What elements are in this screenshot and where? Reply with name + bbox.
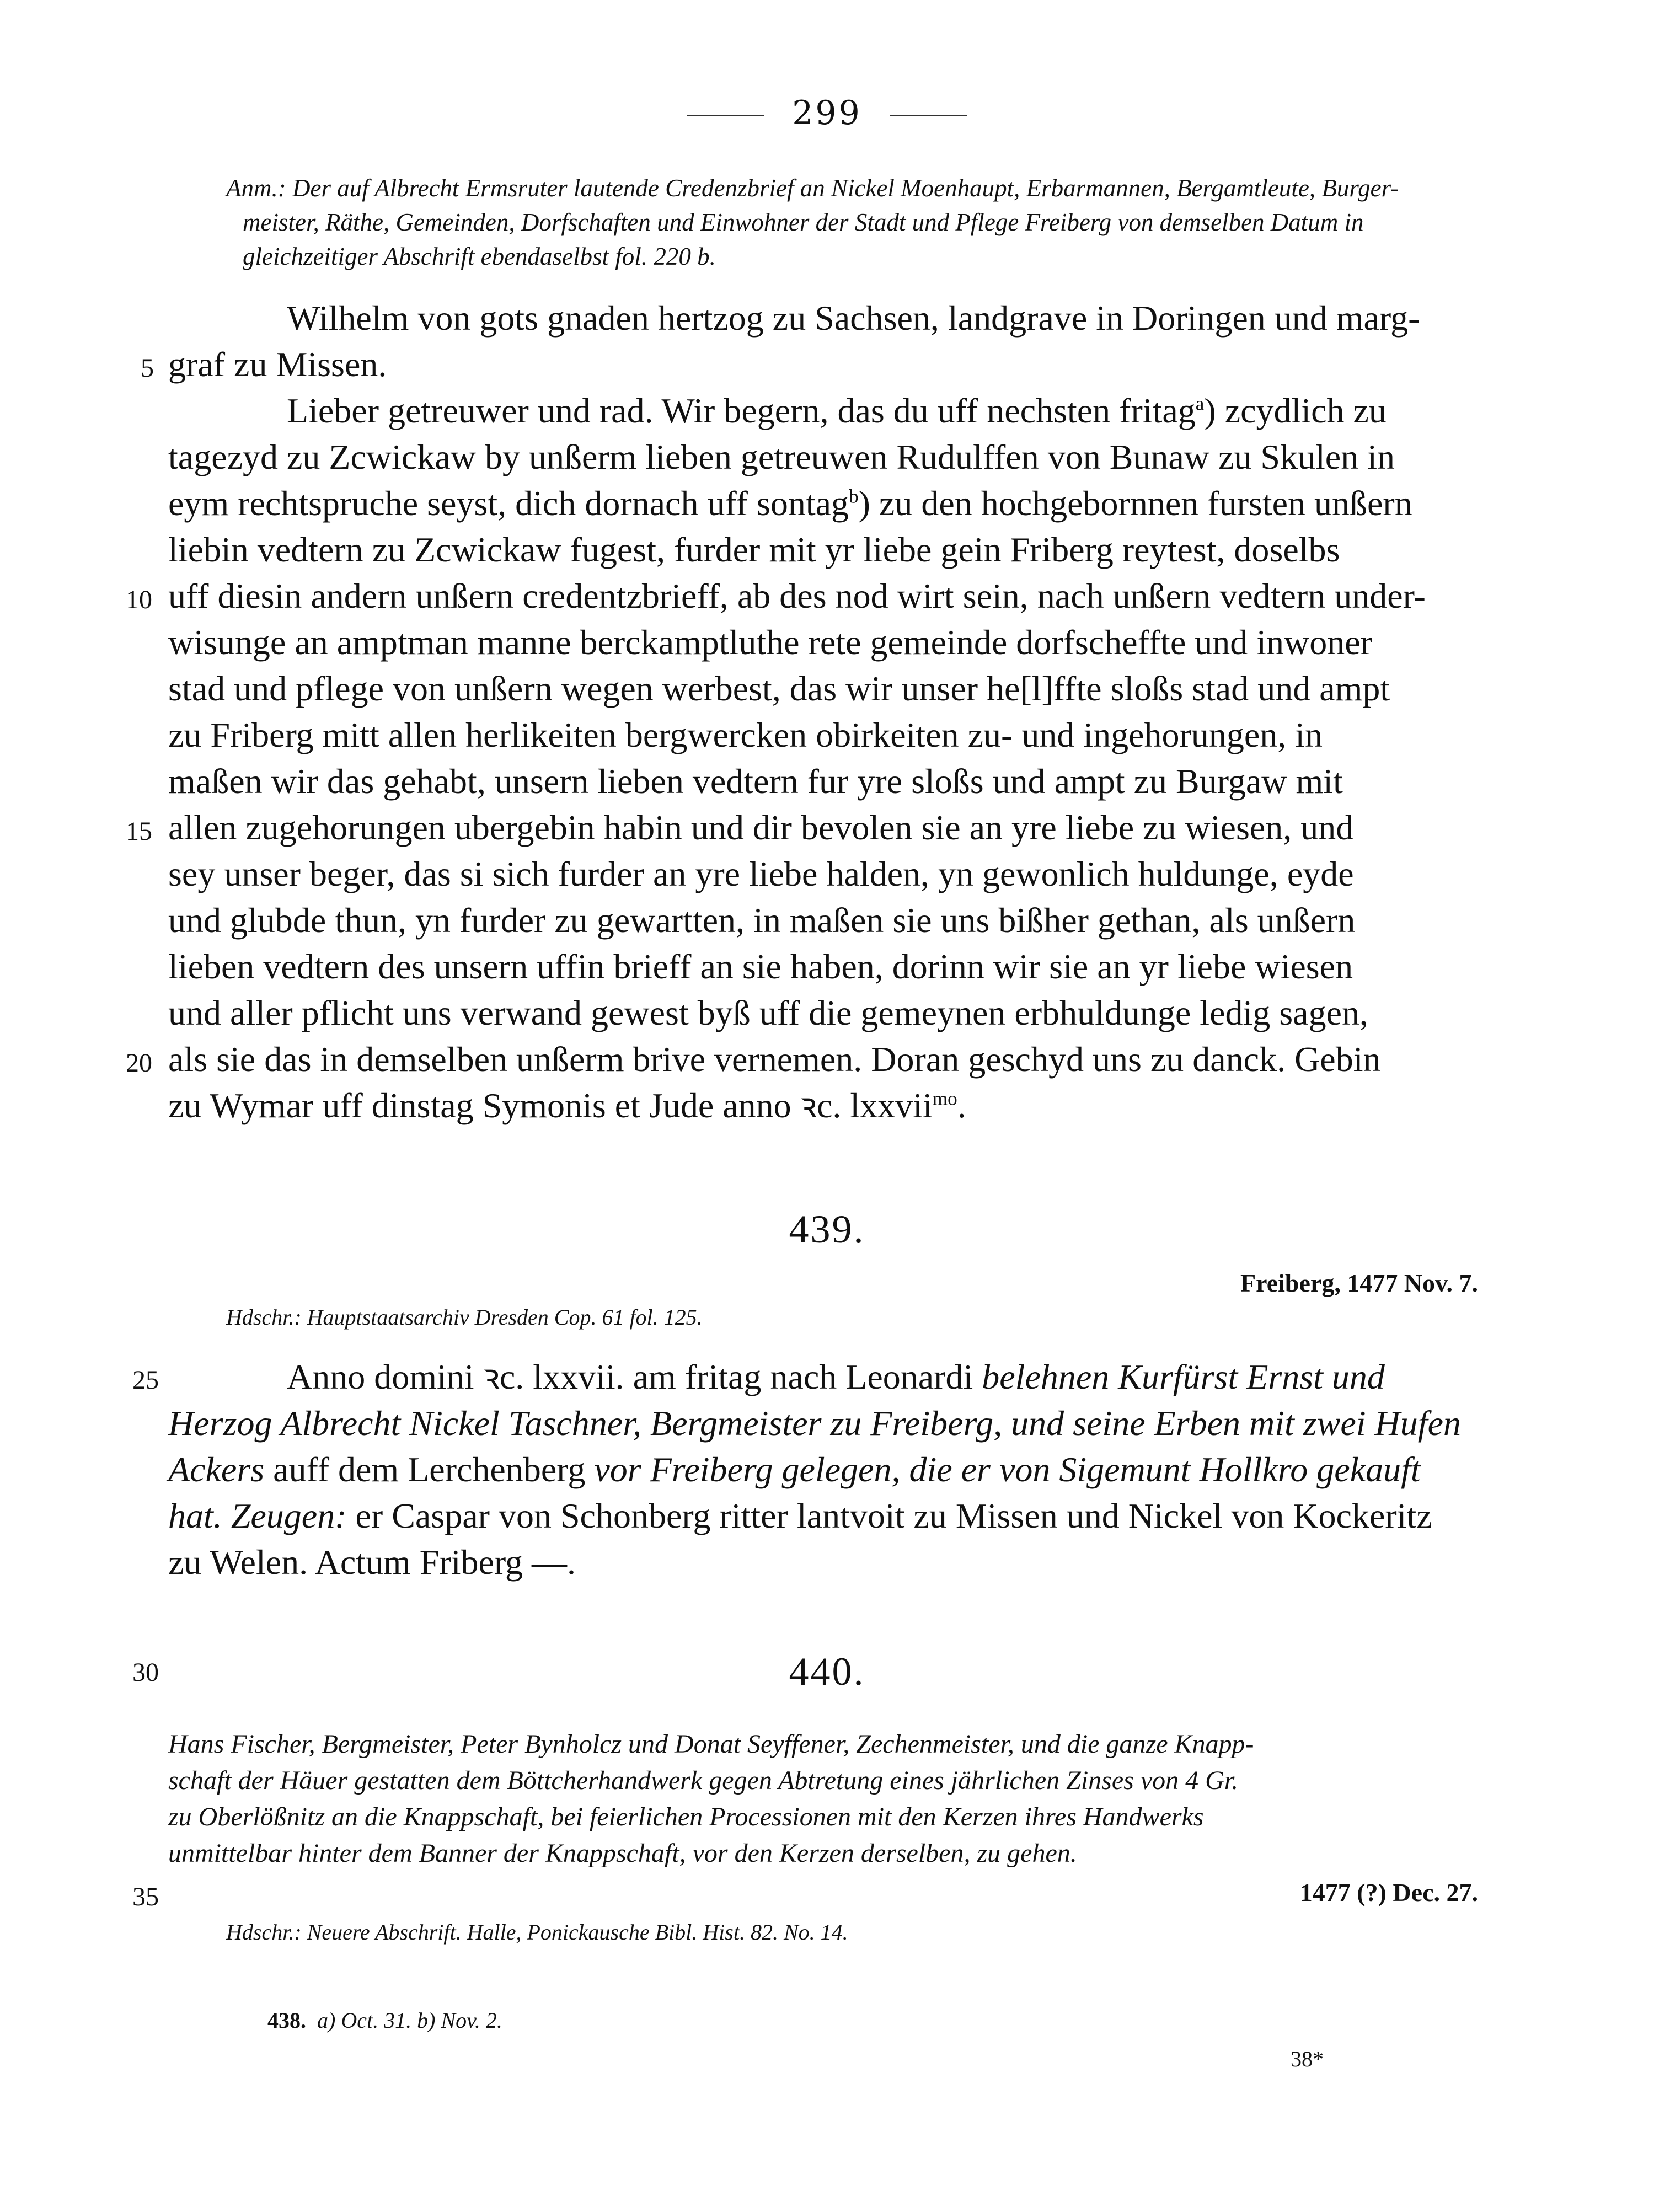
doc439-line-1: Anno domini ꝛc. lxxvii. am fritag nach Leonardi belehnen Kurfürst Ernst und	[287, 1357, 1385, 1396]
doc439-line-4: hat. Zeugen: er Caspar von Schonberg ritter lantvoit zu Missen und Nickel von Kockeritz	[168, 1496, 1432, 1535]
sheet-signature: 38*	[1291, 2047, 1324, 2071]
line-number-25: 25	[132, 1365, 159, 1395]
note-line-2: meister, Räthe, Gemeinden, Dorfschaften und Einwohner der Stadt und Pflege Freiberg von demselben Datum in	[243, 208, 1364, 236]
document-number-439: 439.	[789, 1207, 865, 1251]
doc439-line-5: zu Welen. Actum Friberg —.	[168, 1542, 576, 1582]
text-line-4: tagezyd zu Zcwickaw by unßerm lieben getreuwen Rudulffen von Bunaw zu Skulen in	[168, 437, 1395, 476]
regest-line-4: unmittelbar hinter dem Banner der Knappschaft, vor den Kerzen derselben, zu gehen.	[168, 1839, 1077, 1868]
footnote-ref-a: a	[1195, 393, 1205, 415]
text-line-16: und aller pflicht uns verwand gewest byß uff die gemeynen erbhuldunge ledig sagen,	[168, 993, 1368, 1032]
regest-line-1: Hans Fischer, Bergmeister, Peter Bynholcz und Donat Seyffener, Zechenmeister, und die ganze Knapp-	[168, 1729, 1254, 1759]
doc439-line-3: Ackers auff dem Lerchenberg vor Freiberg gelegen, die er von Sigemunt Hollkro gekauft	[168, 1450, 1421, 1489]
page-header	[0, 94, 1654, 132]
text-line-9: stad und pflege von unßern wegen werbest, das wir unser he[l]ffte sloßs stad und ampt	[168, 669, 1390, 708]
text-line-17: als sie das in demselben unßerm brive vernemen. Doran geschyd uns zu danck. Gebin	[168, 1040, 1381, 1079]
text-line-7: uff diesin andern unßern credentzbrieff, ab des nod wirt sein, nach unßern vedtern under-	[168, 576, 1426, 615]
place-date-439: Freiberg, 1477 Nov. 7.	[1240, 1269, 1478, 1297]
header-rule-left	[687, 115, 764, 116]
note-line-1: Anm.: Der auf Albrecht Ermsruter lautende Credenzbrief an Nickel Moenhaupt, Erbarmannen, Bergamtleute, Burger-	[226, 174, 1399, 202]
text-line-15: lieben vedtern des unsern uffin brieff an sie haben, dorinn wir sie an yr liebe wiesen	[168, 947, 1353, 986]
text-line-12: allen zugehorungen ubergebin habin und dir bevolen sie an yre liebe zu wiesen, und	[168, 808, 1354, 847]
footnote-ref: 438.	[267, 2008, 306, 2033]
text-line-1: Wilhelm von gots gnaden hertzog zu Sachsen, landgrave in Doringen und marg-	[287, 298, 1420, 338]
source-440: Hdschr.: Neuere Abschrift. Halle, Ponickausche Bibl. Hist. 82. No. 14.	[226, 1920, 848, 1945]
text-line-8: wisunge an amptman manne berckamptluthe rete gemeinde dorfscheffte und inwoner	[168, 623, 1372, 662]
regest-line-3: zu Oberlößnitz an die Knappschaft, bei feierlichen Processionen mit den Kerzen ihres Handwerks	[168, 1802, 1204, 1831]
footnote-ref-b: b	[849, 485, 859, 507]
text-line-2: graf zu Missen.	[168, 345, 387, 384]
header-rule-right	[890, 115, 967, 116]
regest-line-2: schaft der Häuer gestatten dem Böttcherhandwerk gegen Abtretung eines jährlichen Zinses von 4 Gr.	[168, 1766, 1239, 1795]
line-number-15: 15	[126, 817, 152, 846]
line-number-20: 20	[126, 1048, 152, 1078]
text-line-3: Lieber getreuwer und rad. Wir begern, das du uff nechsten fritag$^a$) zcydlich zu	[287, 391, 1387, 430]
text-line-10: zu Friberg mitt allen herlikeiten bergwercken obirkeiten zu- und ingehorungen, in	[168, 715, 1323, 754]
document-number-440: 440.	[789, 1649, 865, 1694]
note-line-3: gleichzeitiger Abschrift ebendaselbst fol. 220 b.	[243, 243, 716, 270]
line-number-30: 30	[132, 1658, 159, 1687]
footnote	[267, 2007, 502, 2033]
text-line-14: und glubde thun, yn furder zu gewartten, in maßen sie uns bißher gethan, als unßern	[168, 901, 1356, 940]
text-line-11: maßen wir das gehabt, unsern lieben vedtern fur yre sloßs und ampt zu Burgaw mit	[168, 762, 1343, 801]
page-number: 299	[792, 94, 862, 132]
text-line-13: sey unser beger, das si sich furder an yre liebe halden, yn gewonlich huldunge, eyde	[168, 854, 1354, 893]
source-439: Hdschr.: Hauptstaatsarchiv Dresden Cop. 61 fol. 125.	[226, 1305, 703, 1330]
doc439-line-2: Herzog Albrecht Nickel Taschner, Bergmeister zu Freiberg, und seine Erben mit zwei Hufen	[168, 1404, 1461, 1443]
superscript-mo: mo	[932, 1088, 957, 1110]
line-number-5: 5	[141, 354, 154, 383]
text-line-6: liebin vedtern zu Zcwickaw fugest, furder mit yr liebe gein Friberg reytest, doselbs	[168, 530, 1340, 569]
line-number-35: 35	[132, 1882, 159, 1911]
footnote-text: a) Oct. 31. b) Nov. 2.	[317, 2008, 502, 2033]
text-line-18: zu Wymar uff dinstag Symonis et Jude anno ꝛc. lxxvii$^{mo}$.	[168, 1086, 966, 1125]
text-line-5: eym rechtspruche seyst, dich dornach uff sontag$^b$) zu den hochgebornnen fursten unßern	[168, 484, 1412, 523]
line-number-10: 10	[126, 585, 152, 614]
date-440: 1477 (?) Dec. 27.	[1299, 1878, 1478, 1906]
